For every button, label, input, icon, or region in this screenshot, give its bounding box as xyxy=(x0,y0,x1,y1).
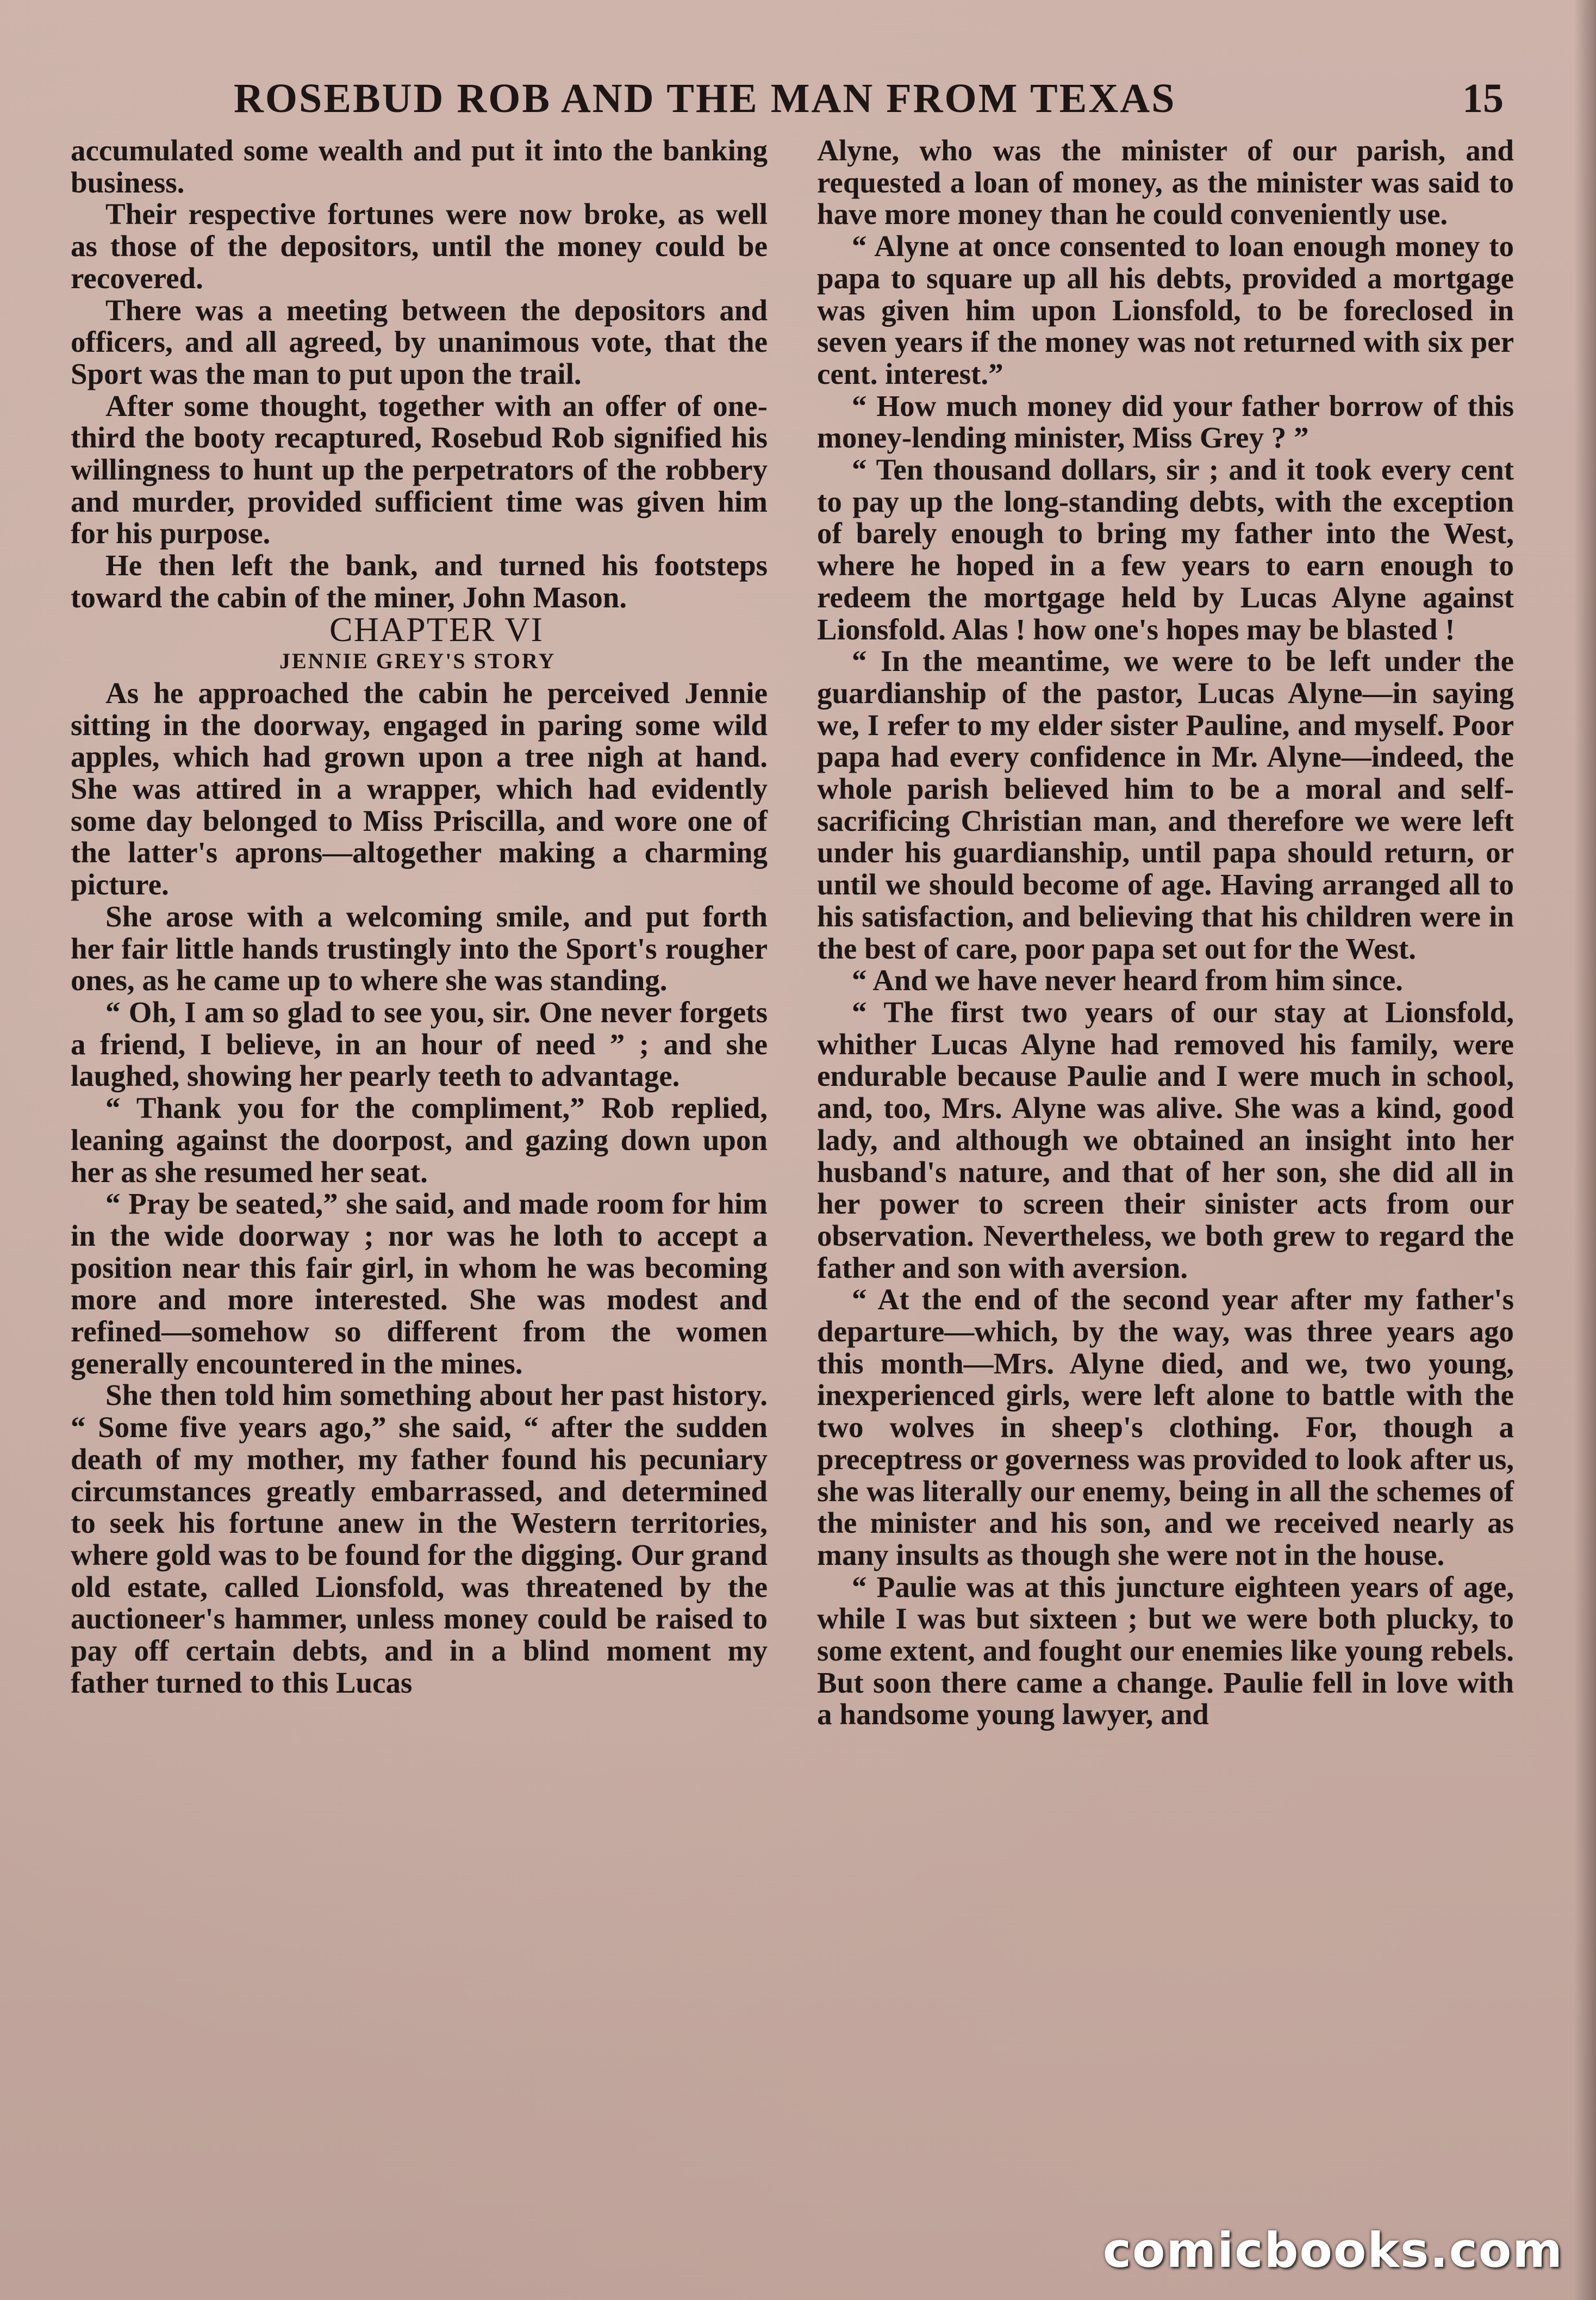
page-edge-shadow xyxy=(1574,0,1596,2300)
paragraph: “ The first two years of our stay at Lionsfold, whither Lucas Alyne had removed his family, were endurable because Paulie and I were much in school, and, too, Mrs. Alyne was alive. She was a kind, good lady, and although we obtained an insight into her husband's nature, and that of her son, she did all in her power to screen their sinister acts from our observation. Nevertheless, we both grew to regard the father and son with aversion. xyxy=(817,995,1514,1284)
paragraph: She arose with a welcoming smile, and put forth her fair little hands trustingly into the Sport's rougher ones, as he came up to where she was standing. xyxy=(71,899,768,997)
paragraph: “ And we have never heard from him since. xyxy=(852,963,1403,997)
right-column xyxy=(817,135,1514,2234)
paragraph: As he approached the cabin he perceived Jennie sitting in the doorway, engaged in paring some wild apples, which had grown upon a tree nigh at hand. She was attired in a wrapper, which had evidently some day belonged to Miss Priscilla, and wore one of the latter's aprons—altogether making a charming picture. xyxy=(71,676,768,902)
paragraph: “ At the end of the second year after my father's departure—which, by the way, was three years ago this month—Mrs. Alyne died, and we, two young, inexperienced girls, were left alone to battle with the two wolves in sheep's clothing. For, though a preceptress or governess was provided to look after us, she was literally our enemy, being in all the schemes of the minister and his son, and we received nearly as many insults as though she were not in the house. xyxy=(817,1283,1514,1571)
paragraph: “ Pray be seated,” she said, and made room for him in the wide doorway ; nor was he loth to accept a position near this fair girl, in whom he was becoming more and more interested. She was modest and refined—somehow so different from the women generally encountered in the mines. xyxy=(71,1187,768,1380)
paragraph: “ How much money did your father borrow of this money-lending minister, Miss Grey ? ” xyxy=(817,389,1514,455)
page-number: 15 xyxy=(1462,76,1504,121)
paragraph: He then left the bank, and turned his footsteps toward the cabin of the miner, John Mason. xyxy=(71,549,768,614)
paragraph: Alyne, who was the minister of our parish, and requested a loan of money, as the minister was said to have more money than he could conveniently use. xyxy=(817,134,1514,231)
paragraph: “ In the meantime, we were to be left under the guardianship of the pastor, Lucas Alyne—in saying we, I refer to my elder sister Pauline, and myself. Poor papa had every confidence in Mr. Alyne—indeed, the whole parish believed him to be a moral and self-sacrificing Christian man, and therefore we were left under his guardianship, until papa should return, or until we should become of age. Having arranged all to his satisfaction, and believing that his children were in the best of care, poor papa set out for the West. xyxy=(817,644,1514,965)
paragraph: “ Thank you for the compliment,” Rob replied, leaning against the doorpost, and gazing down upon her as she resumed her seat. xyxy=(71,1091,768,1189)
paragraph: There was a meeting between the depositors and officers, and all agreed, by unanimous vote, that the Sport was the man to put upon the trail. xyxy=(71,293,768,390)
left-column xyxy=(71,135,768,2234)
paragraph: “ Oh, I am so glad to see you, sir. One never forgets a friend, I believe, in an hour of need ” ; and she laughed, showing her pearly teeth to advantage. xyxy=(71,995,768,1093)
paragraph: accumulated some wealth and put it into the banking business. xyxy=(71,134,768,199)
paragraph: Their respective fortunes were now broke, as well as those of the depositors, until the money could be recovered. xyxy=(71,197,768,295)
chapter-heading: CHAPTER VI xyxy=(329,610,544,649)
paragraph: “ Alyne at once consented to loan enough money to papa to square up all his debts, provided a mortgage was given him upon Lionsfold, to be foreclosed in seven years if the money was not returned with six per cent. interest.” xyxy=(817,229,1514,390)
chapter-subtitle: JENNIE GREY'S STORY xyxy=(279,649,556,674)
running-title: ROSEBUD ROB AND THE MAN FROM TEXAS xyxy=(234,76,1176,121)
paragraph: She then told him something about her past history. “ Some five years ago,” she said, “ after the sudden death of my mother, my father found his pecuniary circumstances greatly embarrassed, and determined to seek his fortune anew in the Western territories, where gold was to be found for the digging. Our grand old estate, called Lionsfold, was threatened by the auctioneer's hammer, unless money could be raised to pay off certain debts, and in a blind moment my father turned to this Lucas xyxy=(71,1378,768,1699)
site-watermark: comicbooks.com xyxy=(1102,2222,1563,2278)
paragraph: “ Ten thousand dollars, sir ; and it took every cent to pay up the long-standing debts, with the exception of barely enough to bring my father into the West, where he hoped in a few years to earn enough to redeem the mortgage held by Lucas Alyne against Lionsfold. Alas ! how one's hopes may be blasted ! xyxy=(817,453,1514,646)
paragraph: “ Paulie was at this juncture eighteen years of age, while I was but sixteen ; but we were both plucky, to some extent, and fought our enemies like young rebels. But soon there came a change. Paulie fell in love with a handsome young lawyer, and xyxy=(817,1570,1514,1731)
paragraph: After some thought, together with an offer of one-third the booty recaptured, Rosebud Rob signified his willingness to hunt up the perpetrators of the robbery and murder, provided sufficient time was given him for his purpose. xyxy=(71,389,768,550)
